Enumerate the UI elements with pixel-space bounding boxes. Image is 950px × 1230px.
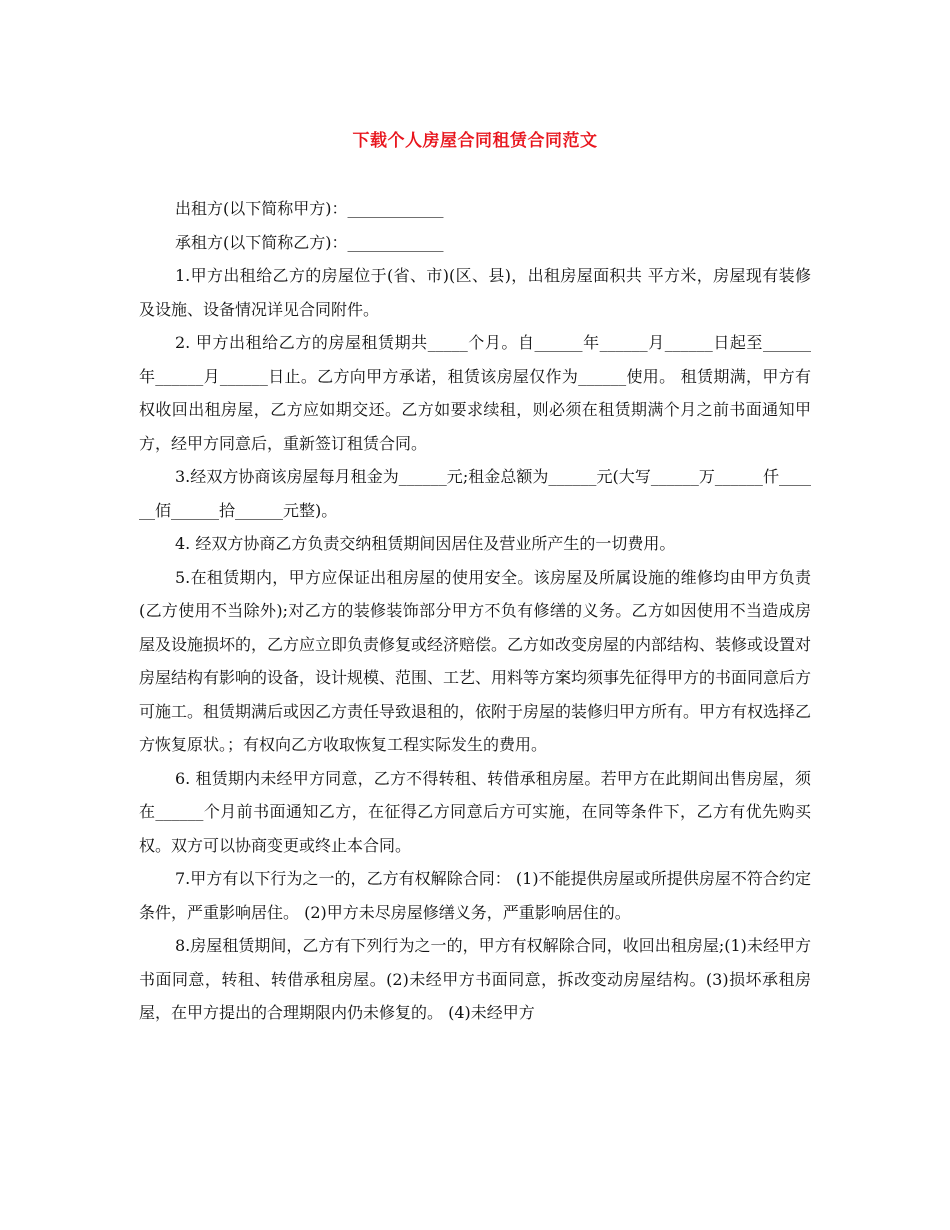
clause-1: 1.甲方出租给乙方的房屋位于(省、市)(区、县)，出租房屋面积共 平方米，房屋现有装修及设施、设备情况详见合同附件。 (139, 266, 811, 319)
clause-7: 7.甲方有以下行为之一的，乙方有权解除合同： (1)不能提供房屋或所提供房屋不符合约定条件，严重影响居住。 (2)甲方未尽房屋修缮义务，严重影响居住的。 (139, 869, 811, 922)
clause-4: 4. 经双方协商乙方负责交纳租赁期间因居住及营业所产生的一切费用。 (175, 534, 676, 553)
clause-5: 5.在租赁期内，甲方应保证出租房屋的使用安全。该房屋及所属设施的维修均由甲方负责(乙方使用不当除外);对乙方的装修装饰部分甲方不负有修缮的义务。乙方如因使用不当造成房屋及设施损坏的，乙方应立即负责修复或经济赔偿。乙方如改变房屋的内部结构、装修或设置对房屋结构有影响的设备，设计规模、范围、工艺、用料等方案均须事先征得甲方的书面同意后方可施工。租赁期满后或因乙方责任导致退租的，依附于房屋的装修归甲方所有。甲方有权选择乙方恢复原状。；有权向乙方收取恢复工程实际发生的费用。 (139, 567, 812, 754)
document-body (139, 192, 811, 1030)
clause-2: 2. 甲方出租给乙方的房屋租赁期共_____个月。自______年______月______日起至______年______月______日止。乙方向甲方承诺，租赁该房屋仅作为______使用。 租赁期满，甲方有权收回出租房屋，乙方应如期交还。乙方如要求续租，则必须在租赁期满个月之前书面通知甲方，经甲方同意后，重新签订租赁合同。 (139, 333, 811, 453)
clause-3: 3.经双方协商该房屋每月租金为______元;租金总额为______元(大写______万______仟______佰______拾______元整)。 (139, 467, 811, 520)
document-title: 下载个人房屋合同租赁合同范文 (352, 131, 598, 151)
lessor-line: 出租方(以下简称甲方)：____________ (175, 199, 444, 218)
clause-8: 8.房屋租赁期间，乙方有下列行为之一的，甲方有权解除合同，收回出租房屋;(1)未经甲方书面同意，转租、转借承租房屋。(2)未经甲方书面同意，拆改变动房屋结构。(3)损坏承租房屋，在甲方提出的合理期限内仍未修复的。 (4)未经甲方 (139, 936, 811, 1022)
lessee-line: 承租方(以下简称乙方)：____________ (175, 232, 444, 252)
clause-6: 6. 租赁期内未经甲方同意，乙方不得转租、转借承租房屋。若甲方在此期间出售房屋，须在______个月前书面通知乙方，在征得乙方同意后方可实施，在同等条件下，乙方有优先购买权。双方可以协商变更或终止本合同。 (139, 768, 811, 855)
